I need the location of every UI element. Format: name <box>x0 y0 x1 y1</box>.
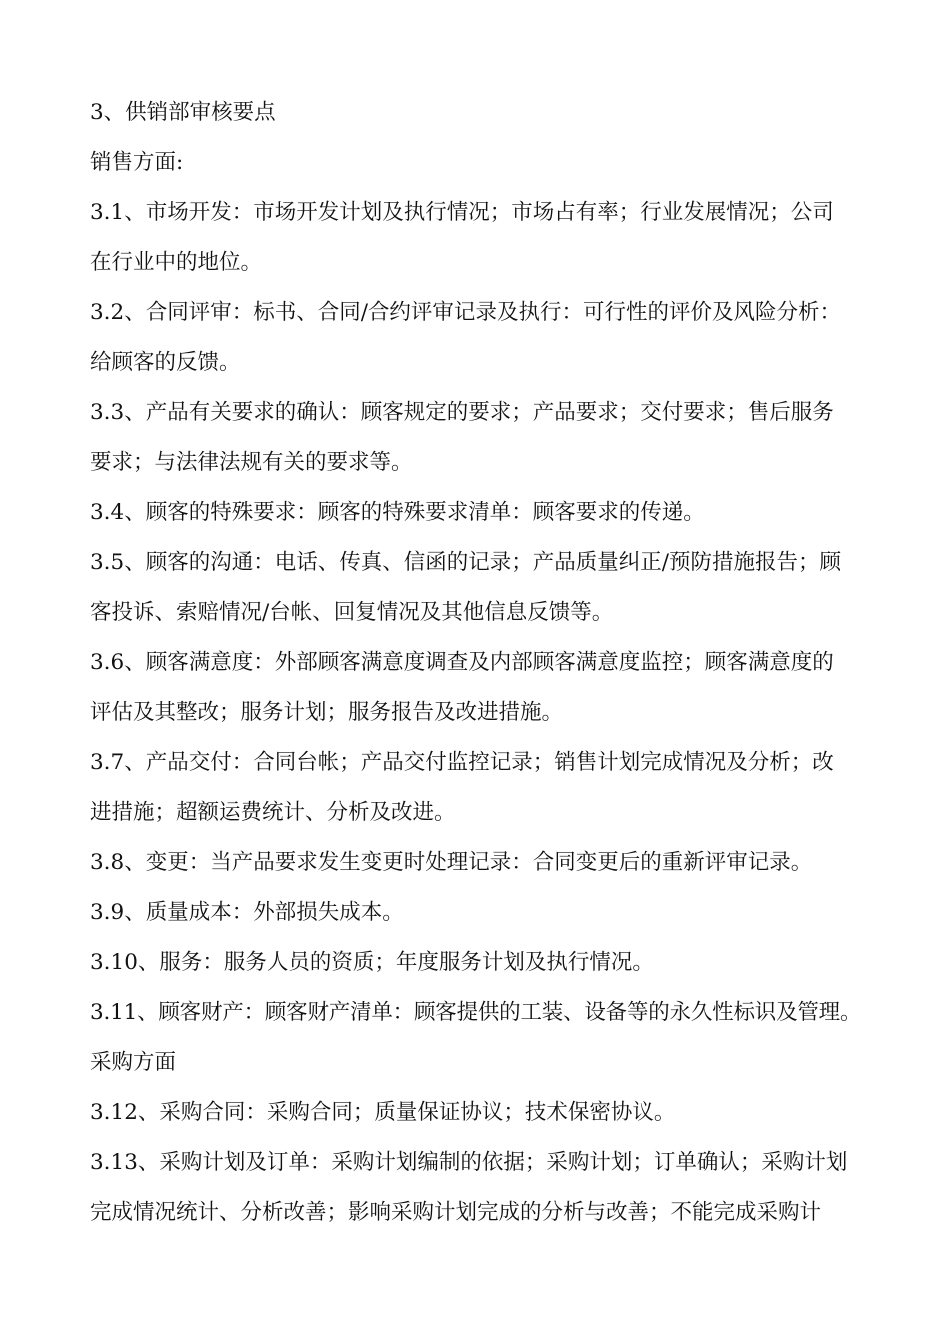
item-3-2-line-2: 给顾客的反馈。 <box>90 350 241 375</box>
item-3-12: 3.12、采购合同：采购合同；质量保证协议；技术保密协议。 <box>90 1100 676 1125</box>
item-3-2-line-1: 3.2、合同评审：标书、合同/合约评审记录及执行：可行性的评价及风险分析： <box>90 300 841 325</box>
item-3-6-line-2: 评估及其整改；服务计划；服务报告及改进措施。 <box>90 700 564 725</box>
item-3-4: 3.4、顾客的特殊要求：顾客的特殊要求清单：顾客要求的传递。 <box>90 500 705 525</box>
item-3-1-line-1: 3.1、市场开发：市场开发计划及执行情况；市场占有率；行业发展情况；公司 <box>90 200 834 225</box>
item-3-7-line-2: 进措施；超额运费统计、分析及改进。 <box>90 800 456 825</box>
item-3-7-line-1: 3.7、产品交付：合同台帐；产品交付监控记录；销售计划完成情况及分析；改 <box>90 750 834 775</box>
subsection-heading-sales: 销售方面: <box>90 150 184 175</box>
item-3-5-line-1: 3.5、顾客的沟通：电话、传真、信函的记录；产品质量纠正/预防措施报告；顾 <box>90 550 841 575</box>
item-3-11: 3.11、顾客财产：顾客财产清单：顾客提供的工装、设备等的永久性标识及管理。 <box>90 1000 862 1025</box>
item-3-5-line-2: 客投诉、索赔情况/台帐、回复情况及其他信息反馈等。 <box>90 600 614 625</box>
document-body <box>90 88 862 1238</box>
item-3-3-line-1: 3.3、产品有关要求的确认：顾客规定的要求；产品要求；交付要求；售后服务 <box>90 400 834 425</box>
item-3-3-line-2: 要求；与法律法规有关的要求等。 <box>90 450 413 475</box>
item-3-6-line-1: 3.6、顾客满意度：外部顾客满意度调查及内部顾客满意度监控；顾客满意度的 <box>90 650 834 675</box>
item-3-1-line-2: 在行业中的地位。 <box>90 250 263 275</box>
item-3-13-line-1: 3.13、采购计划及订单：采购计划编制的依据；采购计划；订单确认；采购计划 <box>90 1150 848 1175</box>
item-3-13-line-2: 完成情况统计、分析改善；影响采购计划完成的分析与改善；不能完成采购计 <box>90 1200 822 1225</box>
section-heading: 3、供销部审核要点 <box>90 100 276 125</box>
item-3-10: 3.10、服务：服务人员的资质；年度服务计划及执行情况。 <box>90 950 654 975</box>
subsection-heading-purchasing: 采购方面 <box>90 1050 177 1075</box>
item-3-8: 3.8、变更：当产品要求发生变更时处理记录：合同变更后的重新评审记录。 <box>90 850 813 875</box>
item-3-9: 3.9、质量成本：外部损失成本。 <box>90 900 404 925</box>
